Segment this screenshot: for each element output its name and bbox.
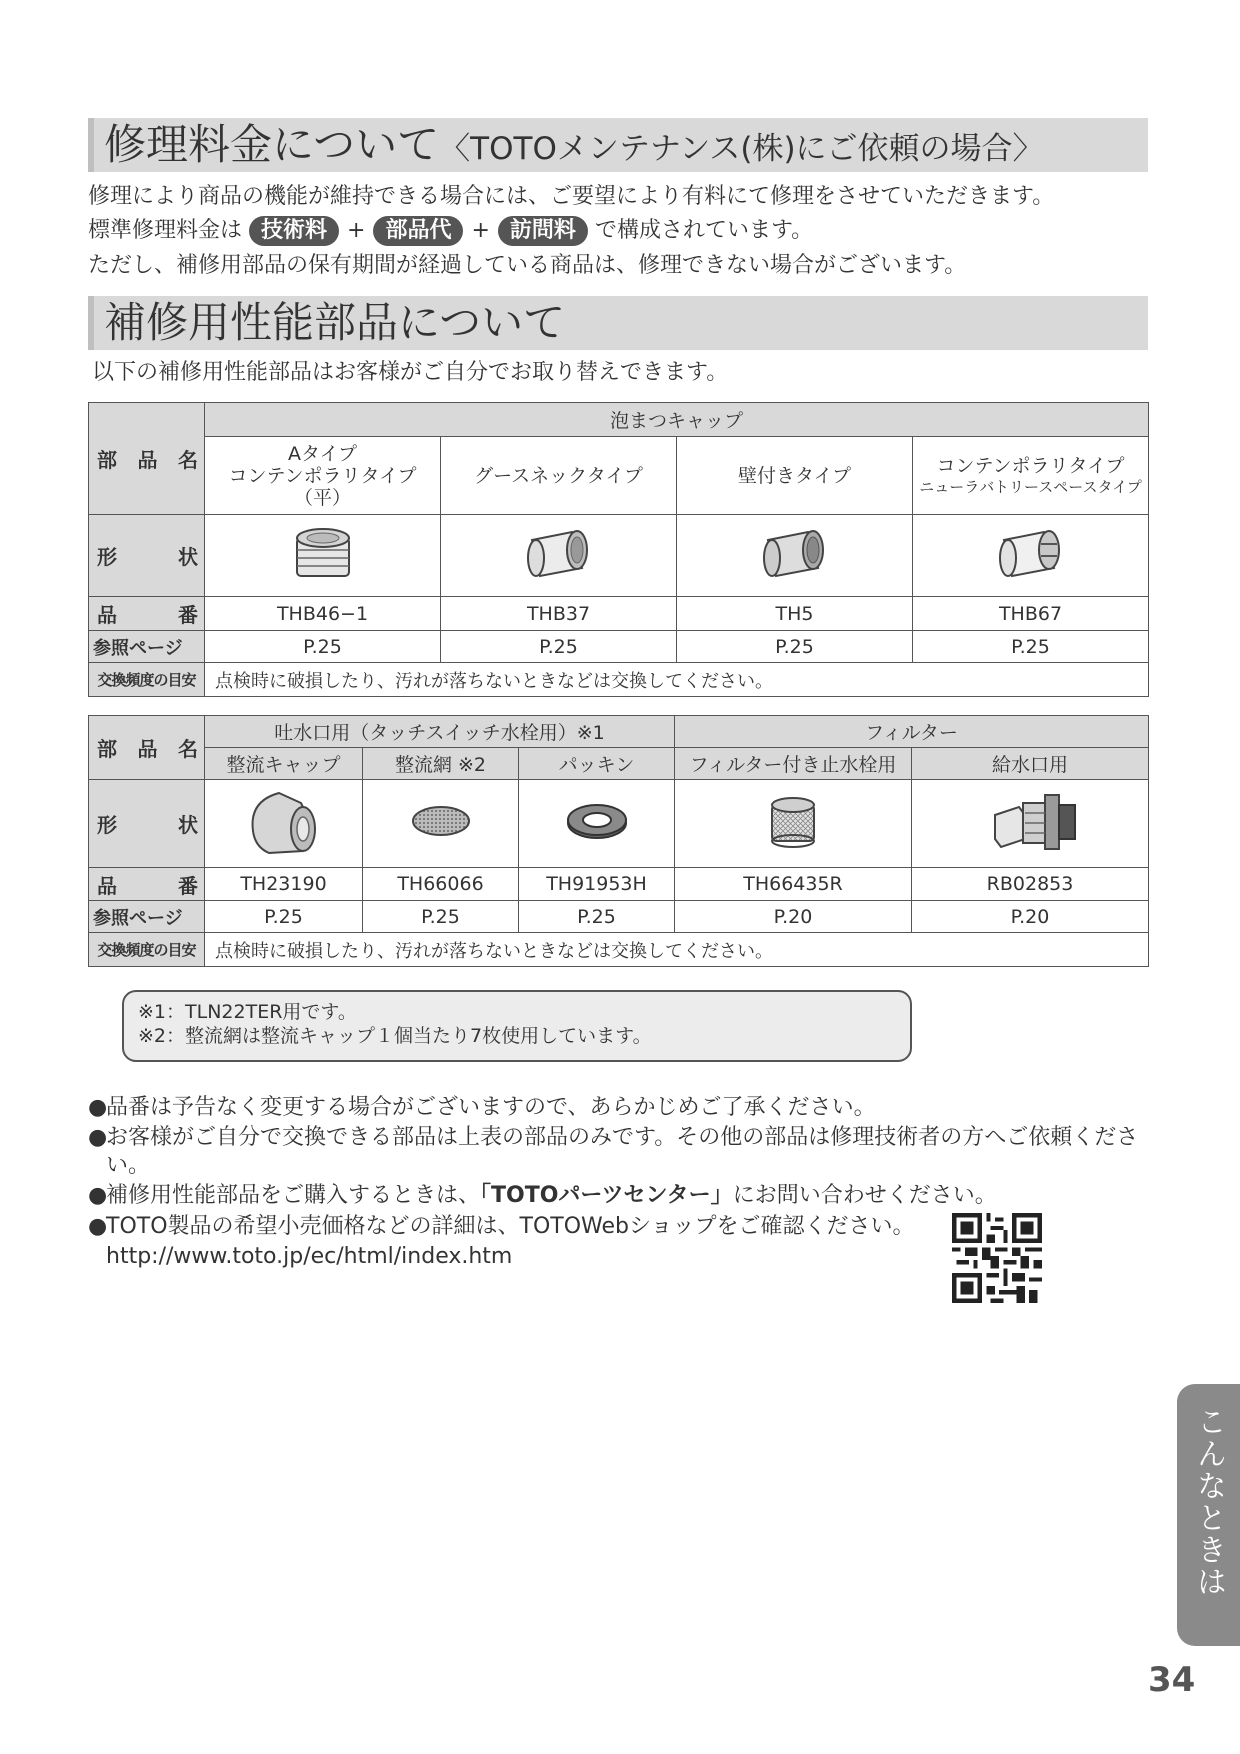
part-number: THB67 [913,597,1149,631]
page-number: 34 [1148,1660,1196,1700]
group-outlet: 吐水口用（タッチスイッチ水栓用）※1 [205,716,675,748]
aerator-gooseneck-icon [514,518,604,588]
section-title: 補修用性能部品について [104,298,566,347]
part-name: コンテンポラリタイプ ニューラバトリースペースタイプ [913,437,1149,515]
shape-cell [441,515,677,597]
aerator-wall-icon [750,518,840,588]
label-part-number: 品 番 [89,597,205,631]
part-number: TH23190 [205,868,363,901]
flow-cap-icon [239,781,329,861]
label-shape: 形 状 [89,780,205,868]
section-header-repair-fee [88,118,1148,172]
part-number: THB37 [441,597,677,631]
reference-page: P.25 [677,631,913,663]
part-name: 整流網 ※2 [363,748,519,780]
water-inlet-filter-icon [975,781,1085,861]
aerator-a-icon [283,518,363,588]
footnote-box [122,990,912,1062]
shape-cell [205,515,441,597]
footnote-2: ※2：整流網は整流キャップ１個当たり7枚使用しています。 [138,1025,652,1047]
label-part-name: 部 品 名 [89,716,205,780]
bullet-item: ●お客様がご自分で交換できる部品は上表の部品のみです。その他の部品は修理技術者の方へご依頼ください。 [88,1125,1139,1178]
bullet-item: ●補修用性能部品をご購入するときは、「TOTOパーツセンター」にお問い合わせください。 [88,1183,997,1208]
part-name: 整流キャップ [205,748,363,780]
reference-page: P.20 [675,901,912,933]
part-number: TH66066 [363,868,519,901]
label-shape: 形 状 [89,515,205,597]
group-filter: フィルター [675,716,1149,748]
shape-cell [912,780,1149,868]
parts-table-outlet-filter [88,715,1149,967]
reference-page: P.20 [912,901,1149,933]
replacement-frequency: 点検時に破損したり、汚れが落ちないときなどは交換してください。 [205,933,1149,967]
shape-cell [363,780,519,868]
bullet-item: ●品番は予告なく変更する場合がございますので、あらかじめご了承ください。 [88,1095,876,1120]
part-number: RB02853 [912,868,1149,901]
label-reference-page: 参照ページ [89,901,205,933]
part-name: グースネックタイプ [441,437,677,515]
packing-ring-icon [562,799,632,843]
part-number: TH66435R [675,868,912,901]
part-number: THB46−1 [205,597,441,631]
shape-cell [205,780,363,868]
reference-page: P.25 [205,901,363,933]
parts-table-aerator [88,402,1149,697]
reference-page: P.25 [519,901,675,933]
pill-visit-fee: 訪問料 [498,216,588,246]
part-number: TH5 [677,597,913,631]
part-name: フィルター付き止水栓用 [675,748,912,780]
shape-cell [913,515,1149,597]
section-title: 修理料金について〈TOTOメンテナンス(株)にご依頼の場合〉 [104,120,1044,169]
repair-fee-line-1: 修理により商品の機能が維持できる場合には、ご要望により有料にて修理をさせていただきます。 [88,184,1055,209]
filter-icon [758,791,828,851]
label-reference-page: 参照ページ [89,631,205,663]
flow-mesh-icon [406,801,476,841]
aerator-contemporary-icon [986,518,1076,588]
reference-page: P.25 [441,631,677,663]
repair-fee-line-3: ただし、補修用部品の保有期間が経過している商品は、修理できない場合がございます。 [88,253,967,278]
reference-page: P.25 [363,901,519,933]
part-name: パッキン [519,748,675,780]
part-name: 給水口用 [912,748,1149,780]
footnote-1: ※1：TLN22TER用です。 [138,1001,357,1023]
web-shop-url[interactable]: http://www.toto.jp/ec/html/index.htm [106,1244,513,1269]
label-part-number: 品 番 [89,868,205,901]
label-part-name: 部 品 名 [89,403,205,515]
part-number: TH91953H [519,868,675,901]
part-name: Aタイプ コンテンポラリタイプ（平） [205,437,441,515]
label-replacement-frequency: 交換頻度の目安 [89,933,205,967]
pill-technical-fee: 技術料 [249,216,339,246]
shape-cell [677,515,913,597]
reference-page: P.25 [205,631,441,663]
reference-page: P.25 [913,631,1149,663]
shape-cell [675,780,912,868]
repair-fee-line-2: 標準修理料金は 技術料 + 部品代 + 訪問料 で構成されています。 [88,216,813,246]
group-aerator-cap: 泡まつキャップ [205,403,1149,437]
repair-parts-intro: 以下の補修用性能部品はお客様がご自分でお取り替えできます。 [92,360,729,385]
pill-parts-fee: 部品代 [373,216,463,246]
replacement-frequency: 点検時に破損したり、汚れが落ちないときなどは交換してください。 [205,663,1149,697]
label-replacement-frequency: 交換頻度の目安 [89,663,205,697]
part-name: 壁付きタイプ [677,437,913,515]
qr-code-icon[interactable] [952,1213,1042,1303]
shape-cell [519,780,675,868]
side-tab-troubleshooting[interactable]: こんなときは [1177,1384,1240,1646]
section-header-repair-parts [88,296,1148,350]
bullet-item: ●TOTO製品の希望小売価格などの詳細は、TOTOWebショップをご確認ください。 [88,1214,915,1239]
